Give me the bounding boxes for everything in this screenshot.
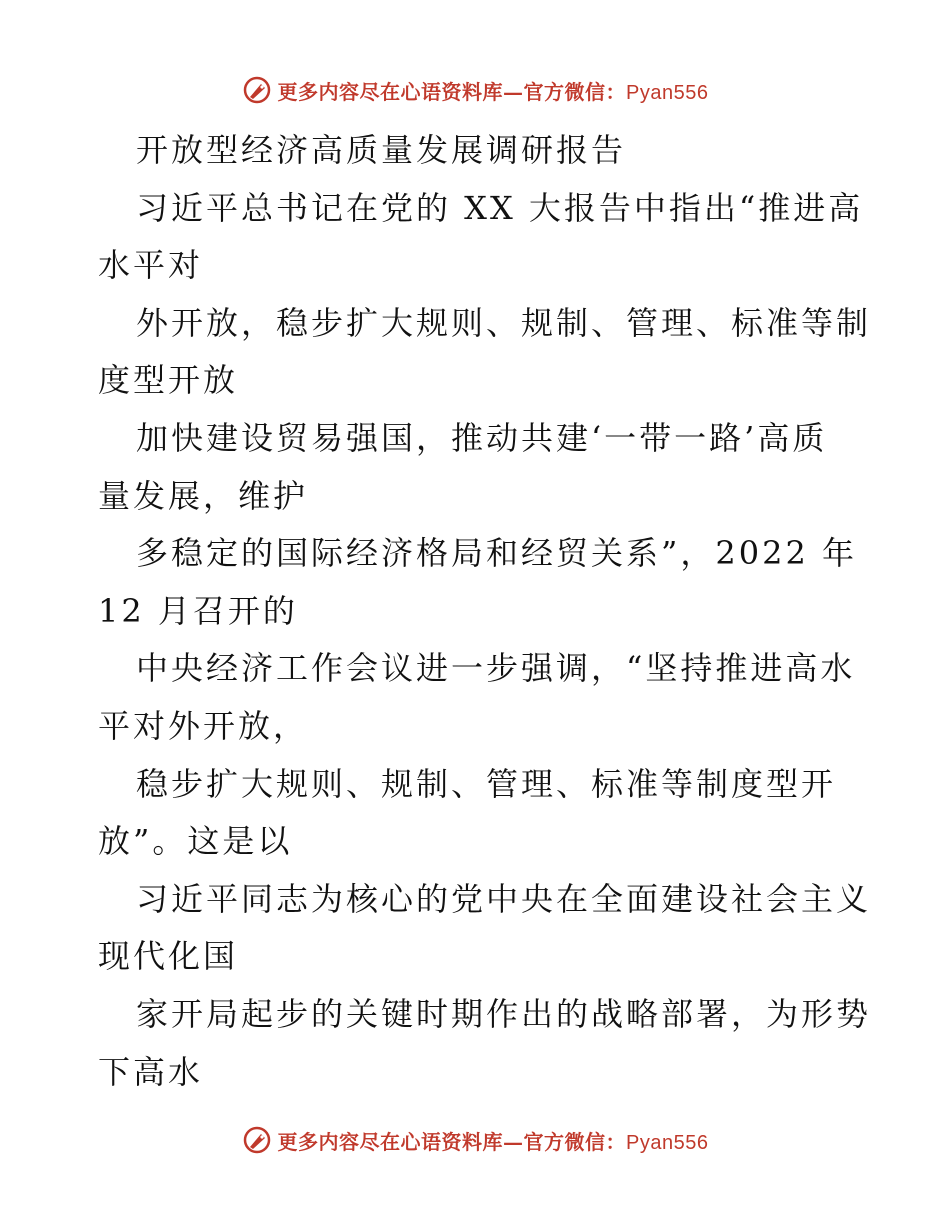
paragraph-line: 家开局起步的关键时期作出的战略部署，为形势 (136, 994, 872, 1033)
paragraph-line: 12 月召开的 (98, 591, 298, 630)
paragraph-line: 习近平同志为核心的党中央在全面建设社会主义 (136, 879, 872, 918)
paragraph-line: 现代化国 (98, 937, 239, 976)
paragraph-line: 多稳定的国际经济格局和经贸关系”，2022 年 (136, 534, 857, 573)
paragraph-line: 度型开放 (98, 361, 239, 400)
paragraph-line: 中央经济工作会议进一步强调，“坚持推进高水 (136, 649, 856, 688)
paragraph-line: 加快建设贸易强国，推动共建‘一带一路’高质 (136, 418, 828, 457)
watermark-text: 更多内容尽在心语资料库—官方微信：Pyan556 (277, 1129, 709, 1154)
paragraph-line: 下高水 (98, 1052, 204, 1091)
document-title: 开放型经济高质量发展调研报告 (136, 131, 627, 169)
paragraph-line: 水平对 (98, 246, 204, 285)
pen-nib-logo-icon (242, 1125, 272, 1155)
watermark-footer (0, 1120, 950, 1160)
paragraph-line: 习近平总书记在党的 XX 大报告中指出“推进高 (136, 188, 864, 227)
watermark-wechat-id: Pyan556 (626, 1131, 709, 1154)
paragraph-line: 稳步扩大规则、规制、管理、标准等制度型开 (136, 764, 837, 803)
paragraph-line: 平对外开放， (98, 706, 309, 745)
pen-nib-logo-icon (242, 75, 272, 105)
watermark-header (0, 70, 950, 110)
document-body (98, 122, 872, 1101)
paragraph-line: 放”。这是以 (98, 822, 293, 861)
paragraph-line: 外开放，稳步扩大规则、规制、管理、标准等制 (136, 303, 872, 342)
watermark-wechat-id: Pyan556 (626, 81, 709, 104)
watermark-text: 更多内容尽在心语资料库—官方微信：Pyan556 (277, 79, 709, 104)
paragraph-line: 量发展，维护 (98, 476, 309, 515)
